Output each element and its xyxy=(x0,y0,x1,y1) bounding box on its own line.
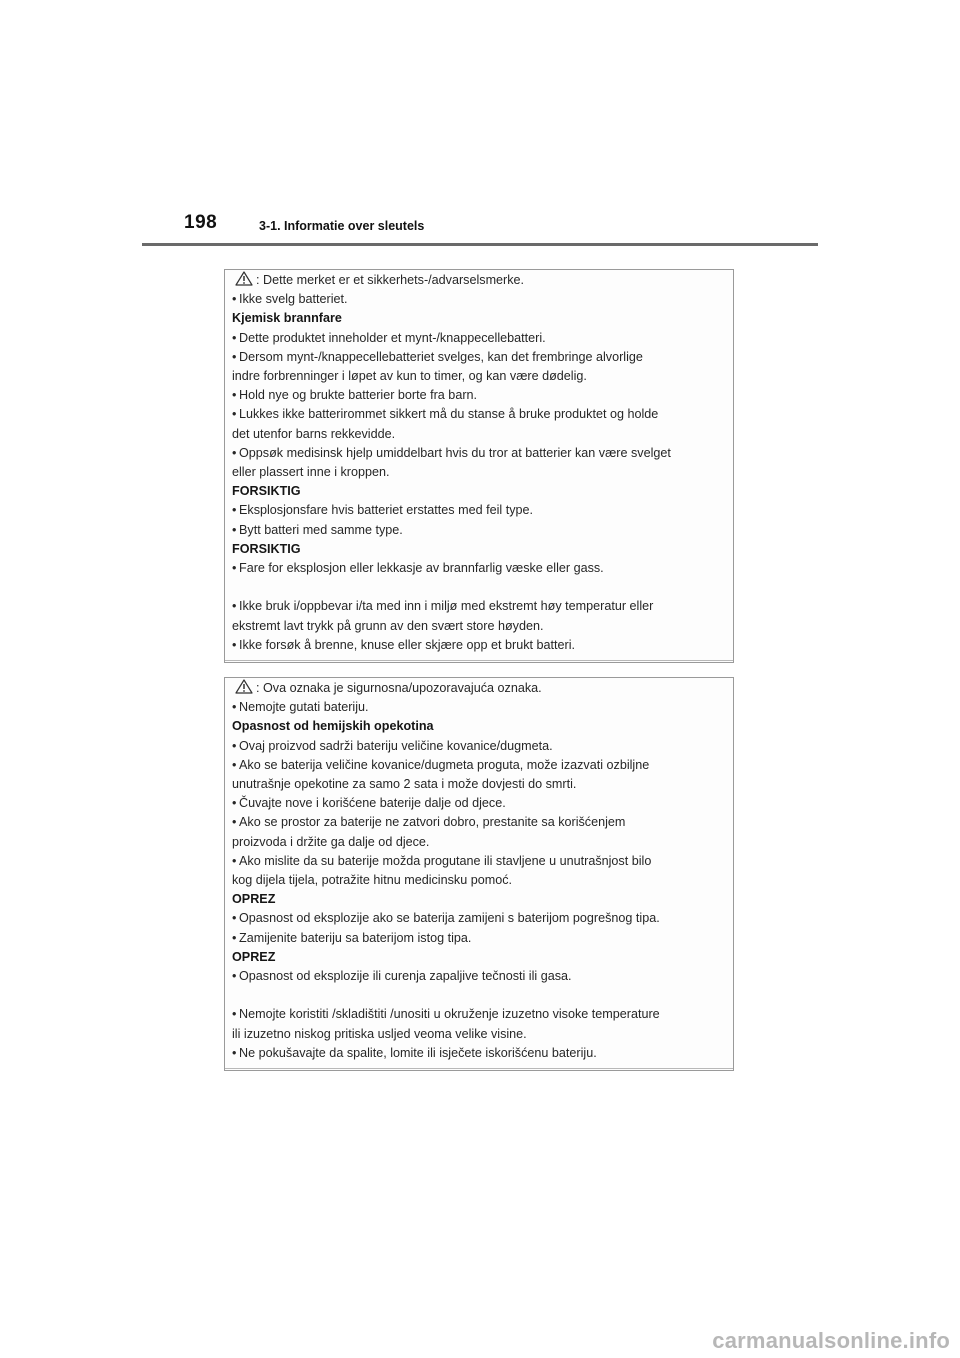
bullet: • xyxy=(232,637,237,652)
line-text: OPREZ xyxy=(232,949,276,964)
section-heading xyxy=(232,309,727,328)
line-text: Opasnost od eksplozije ili curenja zapaljive tečnosti ili gasa. xyxy=(239,969,572,984)
bullet: • xyxy=(232,1007,237,1022)
line-text: Ikke forsøk å brenne, knuse eller skjære opp et brukt batteri. xyxy=(239,637,575,652)
line-text: : Ova oznaka je sigurnosna/upozoravajuća oznaka. xyxy=(256,681,542,695)
bullet: • xyxy=(232,815,237,830)
bullet: • xyxy=(232,388,237,403)
bullet: • xyxy=(232,969,237,984)
warning-text-line xyxy=(232,348,727,367)
bullet: • xyxy=(232,796,237,811)
warning-triangle-icon xyxy=(235,679,253,694)
warning-text-line xyxy=(232,967,727,986)
warning-text-line xyxy=(232,909,727,928)
warning-text-line xyxy=(232,1005,727,1024)
bullet: • xyxy=(232,407,237,422)
line-text: Ako se baterija veličine kovanice/dugmeta proguta, može izazvati ozbiljne xyxy=(239,757,650,772)
line-text: FORSIKTIG xyxy=(232,541,301,556)
box-bottom-rule xyxy=(225,660,733,661)
bullet: • xyxy=(232,738,237,753)
warning-triangle-icon xyxy=(235,271,253,286)
warning-text-line xyxy=(232,617,727,636)
warning-box-croatian xyxy=(224,677,734,1071)
line-text: Dersom mynt-/knappecellebatteriet svelges, kan det frembringe alvorlige xyxy=(239,349,643,364)
bullet: • xyxy=(232,445,237,460)
line-text: ekstremt lavt trykk på grunn av den svært store høyden. xyxy=(232,618,544,633)
line-text: : Dette merket er et sikkerhets-/advarselsmerke. xyxy=(256,273,525,287)
bullet: • xyxy=(232,330,237,345)
warning-text-line xyxy=(232,578,727,597)
line-text: Ovaj proizvod sadrži bateriju veličine kovanice/dugmeta. xyxy=(239,738,553,753)
line-text: Fare for eksplosjon eller lekkasje av brannfarlig væske eller gass. xyxy=(239,561,604,576)
bullet: • xyxy=(232,522,237,537)
warning-text-line xyxy=(232,833,727,852)
warning-text-line xyxy=(232,929,727,948)
line-text: Čuvajte nove i korišćene baterije dalje od djece. xyxy=(239,796,506,811)
section-heading xyxy=(232,717,727,736)
bullet: • xyxy=(232,503,237,518)
bullet: • xyxy=(232,561,237,576)
line-text: indre forbrenninger i løpet av kun to timer, og kan være dødelig. xyxy=(232,369,587,384)
warning-text-line xyxy=(232,986,727,1005)
line-text: Oppsøk medisinsk hjelp umiddelbart hvis du tror at batterier kan være svelget xyxy=(239,445,671,460)
line-text: det utenfor barns rekkevidde. xyxy=(232,426,396,441)
warning-text-line xyxy=(232,679,727,698)
warning-text-line xyxy=(232,290,727,309)
line-text: FORSIKTIG xyxy=(232,484,301,499)
warning-box-content xyxy=(225,678,733,1063)
bullet: • xyxy=(232,349,237,364)
line-text: Opasnost od hemijskih opekotina xyxy=(232,719,434,734)
bullet: • xyxy=(232,757,237,772)
section-heading xyxy=(232,948,727,967)
line-text: proizvoda i držite ga dalje od djece. xyxy=(232,834,430,849)
warning-text-line xyxy=(232,405,727,424)
warning-text-line xyxy=(232,852,727,871)
section-heading xyxy=(232,890,727,909)
line-text: Nemojte gutati bateriju. xyxy=(239,700,369,715)
warning-text-line xyxy=(232,813,727,832)
line-text: OPREZ xyxy=(232,892,276,907)
bullet: • xyxy=(232,1045,237,1060)
warning-text-line xyxy=(232,1025,727,1044)
warning-box-norwegian xyxy=(224,269,734,663)
warning-text-line xyxy=(232,386,727,405)
line-text: Ako se prostor za baterije ne zatvori dobro, prestanite sa korišćenjem xyxy=(239,815,626,830)
warning-text-line xyxy=(232,756,727,775)
line-text: Lukkes ikke batterirommet sikkert må du stanse å bruke produktet og holde xyxy=(239,407,659,422)
line-text: Dette produktet inneholder et mynt-/knappecellebatteri. xyxy=(239,330,546,345)
warning-text-line xyxy=(232,597,727,616)
warning-text-line xyxy=(232,1044,727,1063)
warning-text-line xyxy=(232,559,727,578)
box-bottom-rule xyxy=(225,1068,733,1069)
bullet: • xyxy=(232,853,237,868)
bullet: • xyxy=(232,911,237,926)
warning-text-line xyxy=(232,794,727,813)
warning-text-line xyxy=(232,737,727,756)
line-text: kog dijela tijela, potražite hitnu medicinsku pomoć. xyxy=(232,873,513,888)
warning-text-line xyxy=(232,698,727,717)
watermark[interactable]: carmanualsonline.info xyxy=(712,1328,950,1353)
warning-text-line xyxy=(232,501,727,520)
line-text: Ikke bruk i/oppbevar i/ta med inn i miljø med ekstremt høy temperatur eller xyxy=(239,599,654,614)
warning-text-line xyxy=(232,367,727,386)
section-heading xyxy=(232,482,727,501)
line-text: ili izuzetno niskog pritiska usljed veoma velike visine. xyxy=(232,1026,527,1041)
page-number: 198 xyxy=(184,212,218,233)
warning-text-line xyxy=(232,636,727,655)
line-text: Nemojte koristiti /skladištiti /unositi u okruženje izuzetno visoke temperature xyxy=(239,1007,660,1022)
warning-text-line xyxy=(232,271,727,290)
warning-box-content xyxy=(225,270,733,655)
warning-text-line xyxy=(232,871,727,890)
line-text: Bytt batteri med samme type. xyxy=(239,522,403,537)
bullet: • xyxy=(232,599,237,614)
line-text: unutrašnje opekotine za samo 2 sata i može dovjesti do smrti. xyxy=(232,777,577,792)
warning-text-line xyxy=(232,521,727,540)
line-text: eller plassert inne i kroppen. xyxy=(232,465,390,480)
line-text: Hold nye og brukte batterier borte fra barn. xyxy=(239,388,478,403)
warning-text-line xyxy=(232,775,727,794)
bullet: • xyxy=(232,292,237,307)
line-text: Ne pokušavajte da spalite, lomite ili isječete iskorišćenu bateriju. xyxy=(239,1045,597,1060)
warning-text-line xyxy=(232,425,727,444)
warning-text-line xyxy=(232,444,727,463)
line-text: Zamijenite bateriju sa baterijom istog tipa. xyxy=(239,930,472,945)
line-text: Kjemisk brannfare xyxy=(232,311,342,326)
line-text: Eksplosjonsfare hvis batteriet erstattes med feil type. xyxy=(239,503,533,518)
bullet: • xyxy=(232,700,237,715)
line-text: Ako mislite da su baterije možda progutane ili stavljene u unutrašnjost bilo xyxy=(239,853,652,868)
section-heading xyxy=(232,540,727,559)
section-title: 3-1. Informatie over sleutels xyxy=(259,219,425,233)
line-text: Opasnost od eksplozije ako se baterija zamijeni s baterijom pogrešnog tipa. xyxy=(239,911,660,926)
line-text: Ikke svelg batteriet. xyxy=(239,292,348,307)
header-rule xyxy=(142,243,818,246)
bullet: • xyxy=(232,930,237,945)
warning-text-line xyxy=(232,463,727,482)
warning-text-line xyxy=(232,329,727,348)
